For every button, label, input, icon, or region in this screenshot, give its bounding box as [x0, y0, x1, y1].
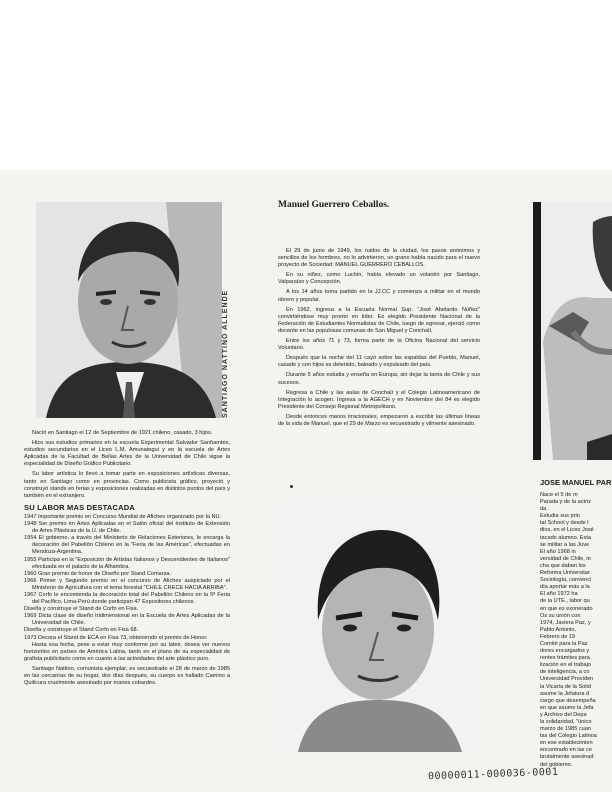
- right-column-line: Estudia sus prin: [540, 513, 580, 520]
- achievement-item: 1966 Primer y Segundo premio en el concurso de Afiches auspiciado por el Ministerio de Agricultura con el tema forestal "CHILE CRECE HACIA ARRIBA".: [24, 577, 230, 591]
- right-column-line: día aportar más a la: [540, 584, 590, 591]
- bullet-dot: [290, 485, 293, 488]
- section-heading: SU LABOR MAS DESTACADA: [24, 502, 135, 512]
- achievement-item: 1973 Decora el Stand de ECA en Fisa 73, obteniendo el premio de Honor.: [24, 634, 208, 641]
- right-column-line: brutalmente asesinad: [540, 754, 594, 761]
- right-column-line: lización en el trabajo: [540, 662, 591, 669]
- right-column-text: [540, 492, 612, 769]
- right-column-line: dios, en el Liceo José: [540, 527, 594, 534]
- right-column-line: marzo de 1985 cuan: [540, 726, 591, 733]
- achievement-item: 1955 Participa en la "Exposición de Artistas Italianos y Descendientes de Italianos" efectuada en el palacio de la Alhambra.: [24, 556, 230, 570]
- achievement-item: 1947 Importante premio en Concurso Mundial de Afiches organizado por la NU.: [24, 513, 222, 520]
- middle-column-text: [278, 248, 480, 431]
- right-column-line: en que asume la Jefa: [540, 704, 594, 711]
- right-column-line: 1974, Javiera Paz, y: [540, 619, 591, 626]
- right-column-line: Universidad Providen: [540, 676, 594, 683]
- bio-paragraph: Nació en Santiago el 12 de Septiembre de 1921 chileno, casado, 3 hijos.: [32, 430, 213, 436]
- closing-paragraph: Santiago Nattino, comunista ejemplar, es secuestrado el 28 de marzo de 1985 en las cercanías de su hogar, dos días después, su cuerpo es hallado Camino a Quilicura cruelmente asesinado por manos cobardes.: [24, 665, 230, 687]
- archive-stamp: 00000011-000036-0001: [427, 766, 559, 783]
- right-column-line: dores encargados y: [540, 648, 590, 655]
- right-column-line: la Vicaría de la Solid: [540, 683, 591, 690]
- portrait-photo-parada: [533, 202, 612, 460]
- right-column-line: y Archivo del Depa: [540, 711, 587, 718]
- right-column-line: de inteligencia, a co: [540, 669, 590, 676]
- article-title: Manuel Guerrero Ceballos.: [278, 200, 390, 210]
- right-column-line: rentes trámites para: [540, 655, 590, 662]
- achievement-item: 1960 Gran premio de honor de Diseño por Stand Comarsa.: [24, 570, 172, 577]
- article-paragraph: A los 14 años toma partido en la JJ.CC y comienza a militar en el mundo obrero y popular.: [278, 289, 480, 303]
- right-column-line: El año 1968 in: [540, 548, 576, 555]
- right-column-line: la solidaridad, "único: [540, 719, 592, 725]
- right-column-line: en que es exonerado: [540, 605, 593, 612]
- right-column-line: asume la Jefatura d: [540, 690, 590, 697]
- achievement-item: 1948 Ser premio en Artes Aplicadas en el Salón oficial del Instituto de Extensión de Artes Plásticas de la U. de Chile.: [24, 521, 230, 535]
- right-column-line: Febrero de 19: [540, 633, 576, 640]
- achievement-item: 1967 Corfo le encomienda la decoración total del Pabellón Chileno en la 5ª Feria del Pacífico, Lima-Perú donde participan 47 Expositores chilenos.: [24, 591, 230, 606]
- article-paragraph: Regresa a Chile y las aulas de Conchalí y el Colegio Latinoamericano de Integración lo acogen. Ingresa a la AGECH y en Noviembre del 84 es elegido Presidente del Consejo Regional Metropolitano.: [278, 389, 480, 410]
- portrait-photo-nattino: [36, 202, 222, 418]
- article-paragraph: En 1962, ingresa a la Escuela Normal Sup. "José Abelardo Núñez" convirtiéndose muy pronto en líder. Es elegido Presidente Nacional de la Federación de Estudiantes Normalistas de Chile, luego de egresar, ejerció como docente en las populosas comunas de San Miguel y Conchalí.: [278, 306, 480, 334]
- right-column-line: versidad de Chile, in: [540, 555, 591, 562]
- right-column-line: de la UTE., labor qu: [540, 598, 590, 605]
- left-column-text: [24, 430, 230, 690]
- article-paragraph: El 29 de junio de 1949, los ruidos de la ciudad, los pasos anónimos y sencillos de los hombres, no lo advirtieron, un grano había nacido para el nuevo proyecto de Sociedad: MANUEL GUERRERO CEBALLOS.: [278, 248, 480, 269]
- achievement-item: Diseña y construye el Stand de Corfo en Fisa.: [24, 606, 139, 613]
- achievement-item: 1954 El gobierno, a través del Ministerio de Relaciones Exteriores, le encarga la decoración del Pabellón Chileno en la "Feria de las Américas", efectuadas en Mendoza-Argentina.: [24, 535, 230, 556]
- photo-credit-vertical: [222, 278, 234, 418]
- bio-paragraph: Hizo sus estudios primarios en la escuela Experimental Salvador Sanfuentes, estudios secundarios en el Liceo L.M. Amunategui y en la escuela de Artes Aplicadas de la Facultad de Bellas Artes de la Universidad de Chile sigue la especialidad de Diseño Gráfico Publicitario.: [24, 440, 230, 468]
- right-column-line: cha que daban los: [540, 562, 586, 569]
- bio-paragraph: Su labor artística lo llevó a tomar parte en exposiciones artísticas diversas, tanto en Santiago como en provincias. Como publicista gráfico, proyectó y construyó stands en ferias y exposiciones realizadas en distintos puntos del país y también en el extranjero.: [24, 471, 230, 499]
- right-column-line: en ese establecimien: [540, 740, 593, 747]
- achievement-item: 1969 Dicta clase de diseño tridimensional en la Escuela de Artes Aplicadas de la Universidad de Chile.: [24, 613, 230, 627]
- article-paragraph: Entre los años 71 y 73, forma parte de la Oficina Nacional del servicio Voluntario.: [278, 338, 480, 352]
- right-column-line: Reforma Universitar: [540, 570, 590, 577]
- article-paragraph: Después que la noche del 11 cayó sobre las espaldas del Pueblo, Manuel, casado y con hijos es detenido, baleado y expulsado del país.: [278, 355, 480, 369]
- right-column-line: Pablo Antonio.: [540, 626, 577, 633]
- article-paragraph: Durante 5 años estudia y enseña en Europa, sin dejar la tarea de Chile y sus sucesos.: [278, 372, 480, 386]
- photo-credit-text: SANTIAGO NATTINO ALLENDE: [222, 289, 229, 418]
- article-paragraph: Desde entonces manos irracionales, empezaron a escribir las últimas líneas de la vida de Manuel, que el 29 de Marzo es secuestrado y vilmente asesinado.: [278, 413, 480, 427]
- closing-paragraph: Hasta esa fecha, pese a estar muy conforme por su labor, desea ver nuevos horizontes en países de América Latina, tanto en el plano de su especialidad de grafista publicitario como en cuanto a las actividades del arte plástico puro.: [24, 641, 230, 662]
- right-column-line: del gobierno.: [540, 761, 573, 768]
- right-column-line: El año 1972 ha: [540, 591, 578, 598]
- right-column-line: Comité para la Paz: [540, 640, 588, 647]
- right-column-line: tas del Colegio Latinoa: [540, 733, 597, 740]
- right-column-line: tal School y desde l: [540, 520, 589, 527]
- right-column-line: Parada y de la actriz: [540, 499, 591, 506]
- right-column-line: tacado alumno. Esta: [540, 534, 591, 541]
- right-column-line: Sociología, convenci: [540, 577, 592, 584]
- right-column-line: Os su unión con: [540, 612, 581, 619]
- right-column-line: encontrado en las ce: [540, 747, 592, 754]
- portrait-photo-guerrero: [278, 500, 480, 752]
- achievement-item: Diseña y construye el Stand Corfo en Fisa 68.: [24, 627, 139, 634]
- right-column-line: da.: [540, 506, 548, 513]
- right-column-line: Nace el 5 de m: [540, 492, 578, 498]
- right-column-line: cargo que desempeña: [540, 697, 596, 704]
- right-column-line: se militar a las Juve: [540, 541, 590, 548]
- article-paragraph: En su niñez, como Luchín, había elevado un volantín por Santiago, Valparaíso y Concepción.: [278, 272, 480, 286]
- right-column-heading: JOSE MANUEL PAR: [540, 478, 612, 487]
